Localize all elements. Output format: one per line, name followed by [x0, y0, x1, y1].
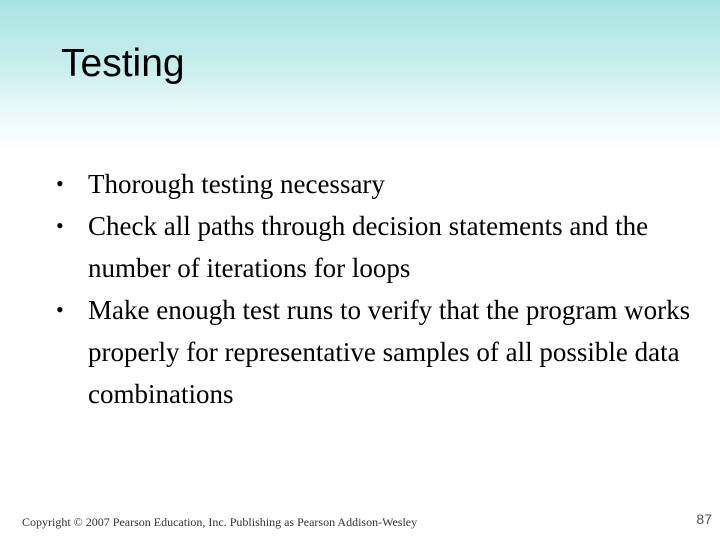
slide-title: Testing — [61, 42, 185, 85]
bullet-text: Check all paths through decision statements and the number of iterations for loops — [88, 211, 649, 283]
bullet-point-icon: • — [56, 297, 64, 322]
bullet-point-icon: • — [56, 171, 64, 196]
bullet-text: Thorough testing necessary — [88, 169, 385, 199]
footer-copyright: Copyright © 2007 Pearson Education, Inc. Publishing as Pearson Addison-Wesley — [22, 515, 418, 529]
bullet-item — [56, 205, 696, 289]
bullet-list — [56, 163, 696, 415]
bullet-text: Make enough test runs to verify that the program works properly for representative samples of all possible data combinations — [88, 295, 691, 409]
bullet-point-icon: • — [56, 213, 64, 238]
bullet-item — [56, 289, 696, 415]
page-number: 87 — [696, 511, 712, 527]
bullet-item — [56, 163, 696, 205]
